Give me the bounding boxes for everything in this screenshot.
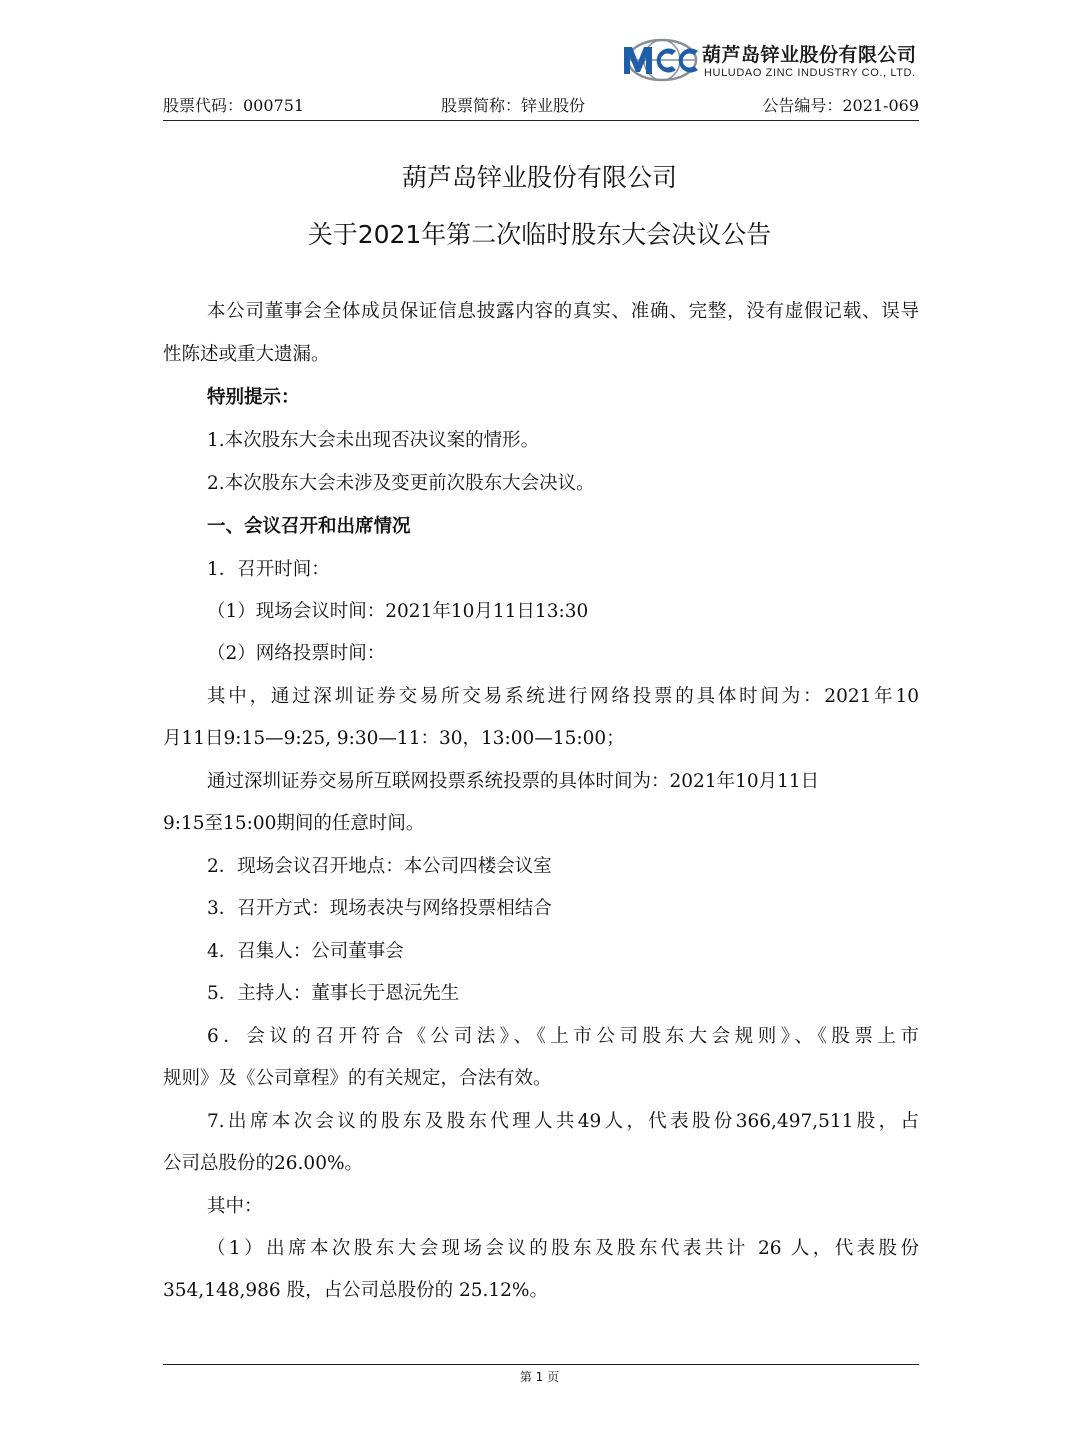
footer-divider <box>163 1364 919 1365</box>
exchange-voting-line1: 其中，通过深圳证券交易所交易系统进行网络投票的具体时间为：2021年10 <box>207 686 919 707</box>
company-name-cn: 葫芦岛锌业股份有限公司 <box>702 44 917 66</box>
online-voting-time: （2）网络投票时间： <box>207 643 386 664</box>
exchange-voting-line2: 月11日9:15—9:25, 9:30—11：30，13:00—15:00； <box>163 728 625 749</box>
special-notice-item-2: 2.本次股东大会未涉及变更前次股东大会决议。 <box>207 473 595 494</box>
page-number: 第 1 页 <box>519 1370 560 1384</box>
special-notice-item-1: 1.本次股东大会未出现否决议案的情形。 <box>207 430 540 451</box>
onsite-meeting-time: （1）现场会议时间：2021年10月11日13:30 <box>207 601 589 622</box>
header-divider <box>163 120 919 121</box>
stock-code: 股票代码：000751 <box>163 96 305 115</box>
special-notice-heading: 特别提示： <box>207 387 300 408</box>
meeting-convener: 4．召集人：公司董事会 <box>207 941 404 962</box>
stock-short-name: 股票简称：锌业股份 <box>441 96 586 115</box>
board-statement-line1: 本公司董事会全体成员保证信息披露内容的真实、准确、完整，没有虚假记载、误导 <box>207 301 919 322</box>
onsite-attendance-line2: 354,148,986 股，占公司总股份的 25.12%。 <box>163 1280 548 1301</box>
mcc-logo-icon <box>622 38 700 84</box>
meeting-location: 2．现场会议召开地点：本公司四楼会议室 <box>207 856 552 877</box>
meeting-time-item: 1．召开时间： <box>207 559 330 580</box>
meeting-host: 5．主持人：董事长于恩沅先生 <box>207 983 460 1004</box>
attendance-line1: 7.出席本次会议的股东及股东代理人共49人，代表股份366,497,511股，占 <box>207 1111 919 1132</box>
stock-info-line <box>163 93 919 117</box>
onsite-attendance-line1: （1）出席本次股东大会现场会议的股东及股东代表共计 26 人，代表股份 <box>207 1238 919 1259</box>
company-name-en: HULUDAO ZINC INDUSTRY CO., LTD. <box>704 67 916 79</box>
attendance-line2: 公司总股份的26.00%。 <box>163 1153 364 1174</box>
compliance-line1: 6．会议的召开符合《公司法》、《上市公司股东大会规则》、《股票上市 <box>207 1026 919 1047</box>
notice-number: 公告编号：2021-069 <box>762 96 919 115</box>
board-statement-line2: 性陈述或重大遗漏。 <box>163 344 330 365</box>
company-logo <box>622 38 922 88</box>
internet-voting-line2: 9:15至15:00期间的任意时间。 <box>163 813 425 834</box>
document-title-line2: 关于2021年第二次临时股东大会决议公告 <box>307 220 772 249</box>
internet-voting-line1: 通过深圳证券交易所互联网投票系统投票的具体时间为：2021年10月11日 <box>207 771 820 792</box>
meeting-method: 3．召开方式：现场表决与网络投票相结合 <box>207 898 552 919</box>
among-label: 其中： <box>207 1196 263 1217</box>
section-1-heading: 一、会议召开和出席情况 <box>207 516 411 537</box>
compliance-line2: 规则》及《公司章程》的有关规定，合法有效。 <box>163 1068 552 1089</box>
document-title-line1: 葫芦岛锌业股份有限公司 <box>401 163 677 192</box>
